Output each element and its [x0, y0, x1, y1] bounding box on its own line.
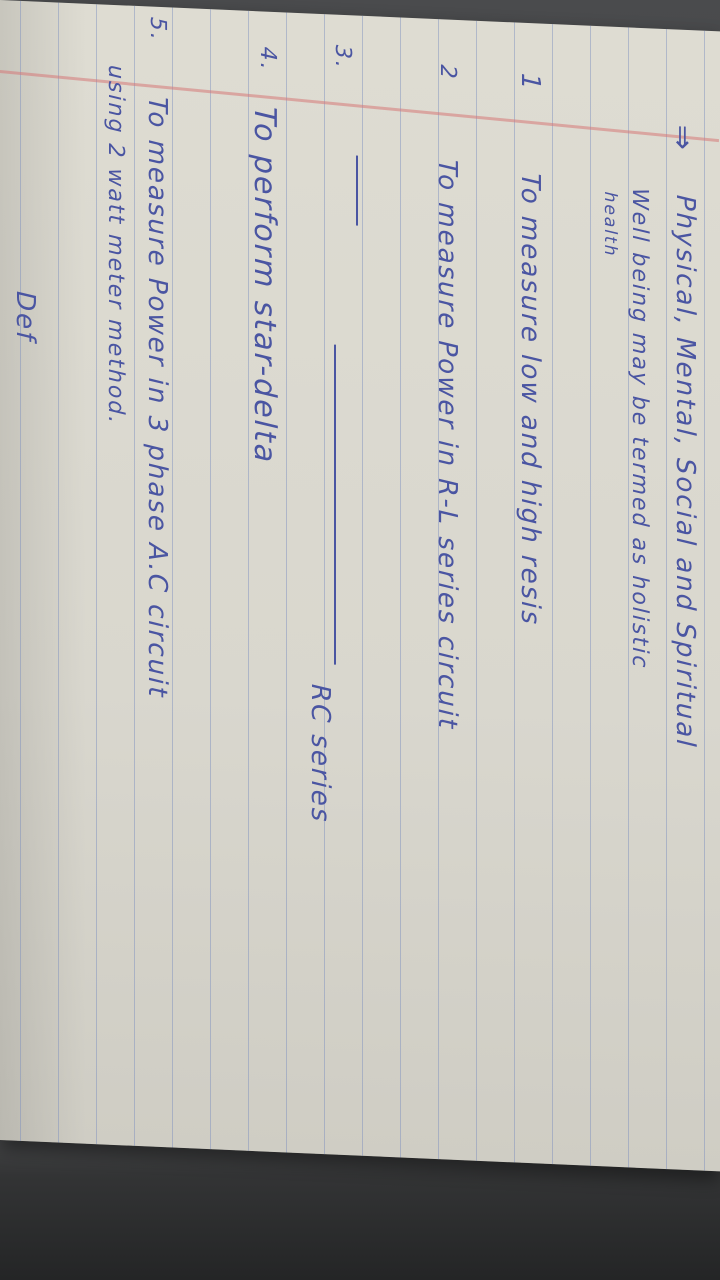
heading-arrow: ⇒	[665, 124, 700, 153]
ruled-line	[286, 0, 287, 1171]
blank-dash	[334, 345, 336, 665]
list-item-text: To measure low and high resis	[515, 172, 545, 627]
ruled-line	[704, 0, 705, 1171]
ruled-line	[590, 0, 591, 1171]
ruled-line	[362, 0, 363, 1171]
list-item-text: To perform star-delta	[247, 105, 282, 465]
intro-line-1: Physical, Mental, Social and Spiritual	[670, 194, 700, 750]
ruled-line	[134, 0, 135, 1171]
ruled-line	[20, 0, 21, 1171]
ruled-line	[172, 0, 173, 1171]
blank-dash	[356, 156, 358, 226]
list-item-number: 2	[435, 63, 460, 82]
ruled-line	[324, 0, 325, 1171]
ruled-line	[552, 0, 553, 1171]
list-item-number: 3.	[330, 44, 355, 71]
list-item-number: 4.	[255, 46, 280, 73]
ruled-line	[58, 0, 59, 1171]
list-item-text-continued: using 2 watt meter method.	[103, 64, 128, 426]
list-item-text: To measure Power in R-L series circuit	[432, 158, 462, 731]
list-item-number: 1	[515, 72, 545, 93]
intro-line-3: health	[600, 191, 620, 258]
ruled-line	[476, 0, 477, 1171]
ruled-line	[210, 0, 211, 1171]
list-item-number: 5.	[145, 16, 170, 43]
ruled-line	[666, 0, 667, 1171]
ruled-line	[96, 0, 97, 1171]
left-fragment-text: Def	[10, 290, 40, 343]
list-item-text: To measure Power in 3 phase A.C circuit	[142, 96, 172, 700]
list-item-text: RC series	[305, 683, 335, 825]
intro-line-2: Well being may be termed as holistic	[627, 187, 652, 670]
ruled-line	[400, 0, 401, 1171]
